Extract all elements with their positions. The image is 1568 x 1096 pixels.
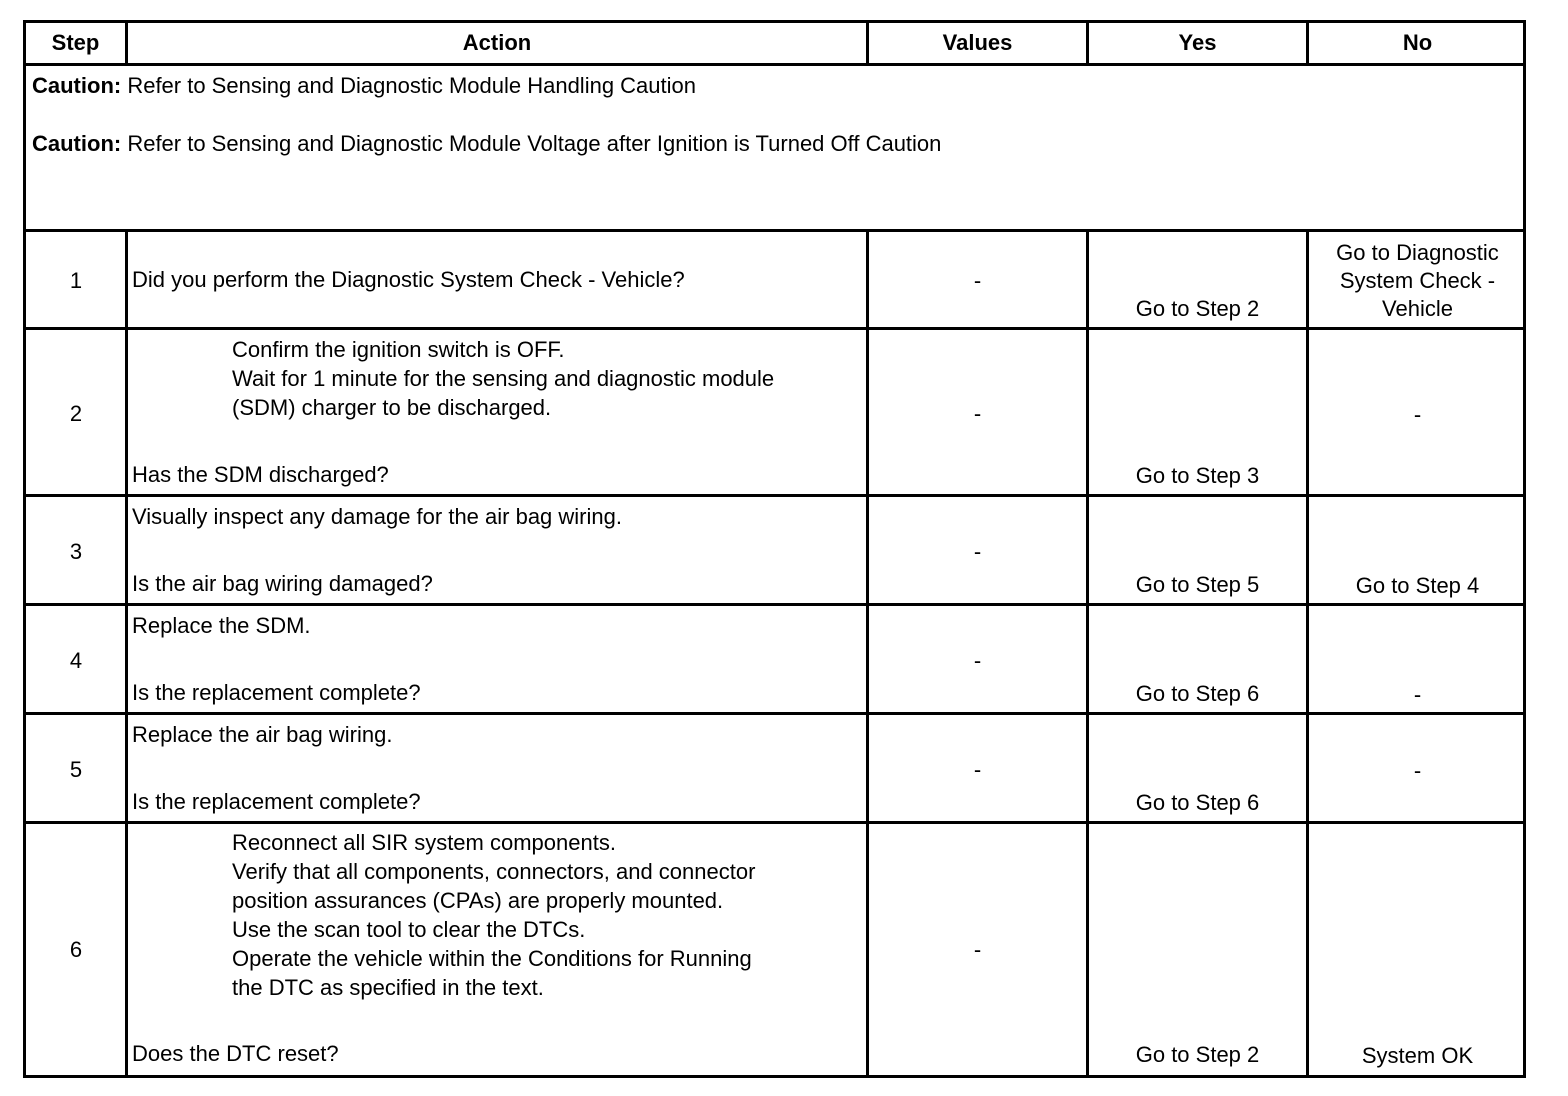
step-no bbox=[1309, 239, 1526, 323]
header-values: Values bbox=[942, 30, 1013, 55]
step-values: - bbox=[973, 268, 982, 293]
row-rule-1 bbox=[26, 327, 1523, 330]
step-number: 5 bbox=[69, 757, 83, 782]
step-question: Has the SDM discharged? bbox=[132, 462, 389, 487]
step-action-line: the DTC as specified in the text. bbox=[232, 975, 544, 1000]
step-no: - bbox=[1413, 682, 1422, 707]
step-yes: Go to Step 6 bbox=[1135, 790, 1260, 815]
step-no-line: Go to Diagnostic bbox=[1336, 240, 1499, 265]
step-values: - bbox=[973, 648, 982, 673]
row-rule-2 bbox=[26, 494, 1523, 497]
step-number: 6 bbox=[69, 937, 83, 962]
step-yes: Go to Step 3 bbox=[1135, 463, 1260, 488]
step-question: Is the air bag wiring damaged? bbox=[132, 571, 433, 596]
step-no-line: Vehicle bbox=[1382, 296, 1453, 321]
step-number: 1 bbox=[69, 268, 83, 293]
caution-rule bbox=[26, 229, 1523, 232]
header-action: Action bbox=[462, 30, 532, 55]
step-yes: Go to Step 2 bbox=[1135, 296, 1260, 321]
diagnostic-table bbox=[23, 20, 1526, 1078]
step-action-line: Visually inspect any damage for the air bag wiring. bbox=[132, 504, 622, 529]
caution-2 bbox=[32, 131, 941, 157]
step-action-line: Confirm the ignition switch is OFF. bbox=[232, 337, 565, 362]
caution-text: Refer to Sensing and Diagnostic Module Voltage after Ignition is Turned Off Caution bbox=[121, 131, 942, 156]
caution-1 bbox=[32, 73, 696, 99]
row-rule-5 bbox=[26, 821, 1523, 824]
step-action-line: Replace the air bag wiring. bbox=[132, 722, 393, 747]
step-action-line: Verify that all components, connectors, and connector bbox=[232, 859, 756, 884]
caution-label: Caution: bbox=[32, 73, 122, 98]
col-rule-values bbox=[1086, 229, 1089, 1075]
header-yes: Yes bbox=[1178, 30, 1217, 55]
step-number: 3 bbox=[69, 539, 83, 564]
step-no-line: System Check - bbox=[1339, 268, 1496, 293]
row-rule-3 bbox=[26, 603, 1523, 606]
step-values: - bbox=[973, 539, 982, 564]
step-no: Go to Step 4 bbox=[1355, 573, 1480, 598]
step-action-line: Operate the vehicle within the Conditions for Running bbox=[232, 946, 752, 971]
step-values: - bbox=[973, 401, 982, 426]
step-values: - bbox=[973, 757, 982, 782]
step-action-line: Replace the SDM. bbox=[132, 613, 311, 638]
step-values: - bbox=[973, 937, 982, 962]
caution-label: Caution: bbox=[32, 131, 122, 156]
step-yes: Go to Step 5 bbox=[1135, 572, 1260, 597]
header-step: Step bbox=[51, 30, 100, 55]
step-no: System OK bbox=[1361, 1043, 1474, 1068]
col-rule-yes bbox=[1306, 229, 1309, 1075]
step-question: Does the DTC reset? bbox=[132, 1041, 339, 1066]
step-yes: Go to Step 6 bbox=[1135, 681, 1260, 706]
step-question: Is the replacement complete? bbox=[132, 789, 421, 814]
step-number: 4 bbox=[69, 648, 83, 673]
step-action-line: Reconnect all SIR system components. bbox=[232, 830, 616, 855]
step-question: Did you perform the Diagnostic System Check - Vehicle? bbox=[132, 267, 685, 292]
step-action-line: position assurances (CPAs) are properly mounted. bbox=[232, 888, 724, 913]
step-yes: Go to Step 2 bbox=[1135, 1042, 1260, 1067]
step-action-line: Use the scan tool to clear the DTCs. bbox=[232, 917, 586, 942]
step-action-line: Wait for 1 minute for the sensing and diagnostic module bbox=[232, 366, 775, 391]
header-no: No bbox=[1402, 30, 1433, 55]
row-rule-4 bbox=[26, 712, 1523, 715]
step-number: 2 bbox=[69, 401, 83, 426]
step-no: - bbox=[1413, 758, 1422, 783]
step-no: - bbox=[1413, 402, 1422, 427]
caution-text: Refer to Sensing and Diagnostic Module Handling Caution bbox=[121, 73, 696, 98]
header-rule bbox=[26, 63, 1523, 66]
step-action-line: (SDM) charger to be discharged. bbox=[232, 395, 552, 420]
step-question: Is the replacement complete? bbox=[132, 680, 421, 705]
